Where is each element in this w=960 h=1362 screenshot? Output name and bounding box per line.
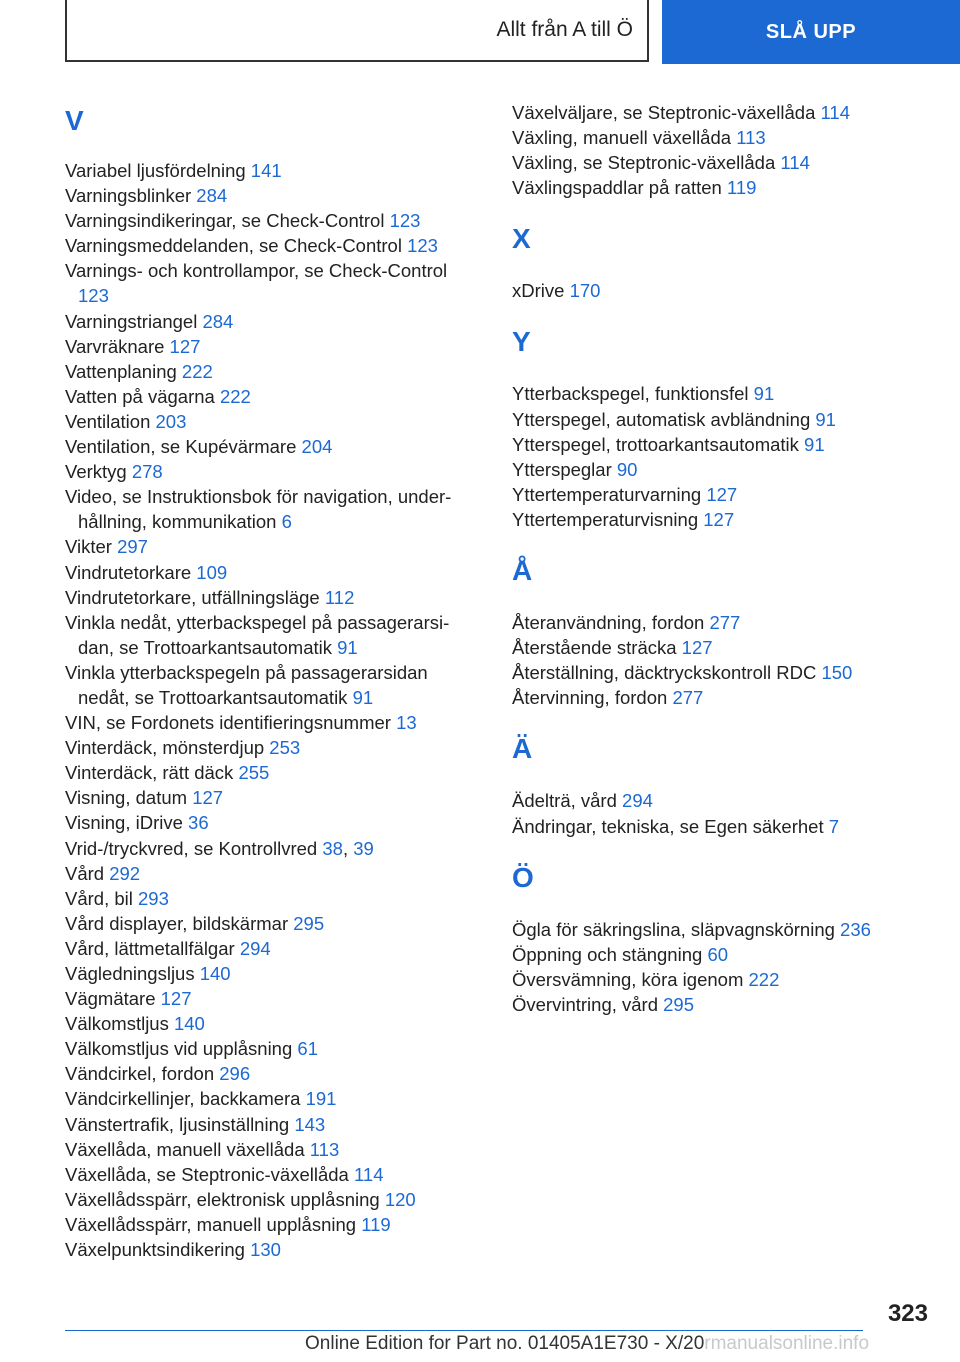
entry-text: Växlingspaddlar på ratten [512, 177, 722, 199]
page-ref-link[interactable]: 294 [239, 937, 271, 959]
entry-text: Video, se Instruktionsbok för navigation, underhållning, kommunikation [65, 486, 452, 533]
page-ref-link[interactable]: 123 [389, 210, 421, 232]
page-ref-link[interactable]: 119 [726, 177, 757, 199]
page-ref-link[interactable]: 91 [337, 636, 358, 658]
footer-divider [65, 1330, 863, 1331]
index-entry [65, 1237, 465, 1262]
entry-text: Vägledningsljus [65, 963, 195, 984]
page-ref-link[interactable]: 114 [820, 102, 850, 123]
entry-text: Vattenplaning [65, 360, 177, 382]
page-ref-link[interactable]: 278 [131, 461, 163, 483]
index-entry [512, 482, 932, 507]
page-ref-link[interactable]: 127 [192, 787, 224, 809]
page-ref-link[interactable]: 36 [188, 812, 209, 834]
entry-text: Varningsblinker [65, 185, 192, 207]
index-column-right [512, 100, 932, 1017]
page-ref-link[interactable]: 113 [736, 127, 766, 149]
section-letter: X [512, 223, 531, 255]
index-entry [65, 760, 465, 785]
entry-text: Återvinning, fordon [512, 687, 668, 709]
entry-text: Vägmätare [65, 988, 156, 1010]
index-entry [512, 100, 932, 125]
page-ref-link[interactable]: 119 [361, 1213, 391, 1235]
page-ref-link[interactable]: 39 [353, 837, 374, 859]
page-ref-link[interactable]: 91 [815, 408, 836, 430]
page-number: 323 [887, 1300, 928, 1327]
page-ref-link[interactable]: 141 [250, 160, 282, 181]
index-entry [65, 183, 465, 208]
page-ref-link[interactable]: 191 [305, 1088, 337, 1110]
entry-text: Vatten på vägarna [65, 385, 215, 407]
index-entry [65, 1212, 465, 1237]
entry-text: Växellåda, se Steptronic-växellåda [65, 1163, 349, 1185]
index-entry [65, 1011, 465, 1036]
entry-text: Vård displayer, bildskärmar [65, 912, 289, 934]
index-entry [65, 1187, 465, 1212]
entry-text: Växellåda, manuell växellåda [65, 1138, 305, 1160]
index-entry [65, 886, 465, 911]
entry-text: Variabel ljusfördelning [65, 160, 246, 181]
index-entry [65, 484, 465, 534]
page-ref-link[interactable]: 294 [622, 790, 653, 812]
index-entry [65, 309, 465, 334]
edition-text: Online Edition for Part no. 01405A1E730 - X/20 [305, 1333, 705, 1354]
entry-text: Vård, bil [65, 887, 133, 909]
index-entry [65, 810, 465, 835]
page-ref-link[interactable]: 120 [384, 1188, 416, 1210]
page-ref-link[interactable]: 150 [821, 662, 853, 684]
section-letter: Y [512, 326, 531, 358]
entry-text: Vinterdäck, mönsterdjup [65, 737, 265, 759]
page-ref-link[interactable]: 127 [706, 483, 738, 505]
entry-text: Yttertemperaturvisning [512, 508, 699, 530]
entry-text: Ventilation [65, 410, 151, 432]
index-entry [65, 785, 465, 810]
page-ref-link[interactable]: 123 [407, 235, 438, 257]
entry-text: Yttertemperaturvarning [512, 483, 702, 505]
index-entry [512, 125, 932, 150]
index-entry [512, 942, 932, 967]
index-entry [512, 814, 932, 839]
entry-text: Vänstertrafik, ljusinställning [65, 1113, 290, 1135]
entry-text: VIN, se Fordonets identifieringsnummer [65, 712, 391, 734]
page-ref-link[interactable]: 112 [324, 586, 355, 608]
index-entry [65, 936, 465, 961]
page-ref-link[interactable]: 127 [160, 988, 192, 1010]
page-ref-link[interactable]: 293 [138, 887, 169, 909]
page-ref-link[interactable]: 91 [352, 686, 374, 708]
page-ref-link[interactable]: 7 [828, 815, 840, 837]
index-entry [65, 258, 465, 308]
index-entry [65, 534, 465, 559]
section-letter: Ö [512, 861, 534, 893]
page-ref-link[interactable]: 253 [269, 737, 301, 759]
index-entry [65, 459, 465, 484]
index-entry [512, 407, 932, 432]
entry-text: Vård [65, 862, 105, 884]
entry-text: Varningsindikeringar, se Check-Control [65, 210, 385, 232]
page-ref-link[interactable]: 277 [709, 612, 741, 634]
index-entry [65, 233, 465, 258]
entry-text: Välkomstljus vid upplåsning [65, 1038, 293, 1060]
page-ref-link[interactable]: 295 [293, 912, 325, 934]
page-ref-link[interactable]: 13 [396, 712, 417, 734]
page-ref-link[interactable]: 127 [681, 637, 713, 659]
page-ref-link[interactable]: 130 [250, 1239, 281, 1261]
index-entry [512, 381, 932, 406]
page-ref-link[interactable]: 170 [569, 280, 601, 302]
page-ref-link[interactable]: 222 [748, 968, 780, 990]
page-ref-link[interactable]: 6 [281, 511, 292, 533]
entry-text: Övervintring, vård [512, 993, 658, 1015]
section-letter: V [65, 105, 84, 136]
index-entry [65, 158, 465, 183]
entry-text: Vinterdäck, rätt däck [65, 762, 234, 784]
entry-text: Varningstriangel [65, 310, 198, 332]
index-entry [65, 861, 465, 886]
index-entry [65, 560, 465, 585]
page-ref-link[interactable]: 284 [202, 310, 234, 332]
entry-text: Ytterspegel, trottoarkantsautomatik [512, 433, 799, 455]
index-entry [65, 1162, 465, 1187]
tab-index-a-to-o[interactable]: Allt från A till Ö [65, 0, 649, 62]
page-ref-link[interactable]: 296 [219, 1063, 251, 1085]
page-ref-link[interactable]: 127 [703, 508, 735, 530]
page-ref-link[interactable]: 114 [780, 152, 810, 174]
footer-edition [305, 1333, 869, 1355]
entry-text: Växelpunktsindikering [65, 1239, 245, 1261]
entry-text: Växellådsspärr, manuell upplåsning [65, 1213, 357, 1235]
index-entry [512, 278, 932, 303]
entry-text: Visning, iDrive [65, 812, 183, 834]
page-ref-link[interactable]: 222 [219, 385, 251, 407]
entry-text: Ögla för säkringslina, släpvagnskörning [512, 918, 835, 940]
index-entry [65, 1036, 465, 1061]
index-entry [512, 150, 932, 175]
entry-text: Vändcirkel, fordon [65, 1063, 215, 1085]
page-ref-link[interactable]: 277 [672, 687, 704, 709]
index-entry [65, 409, 465, 434]
index-entry [65, 961, 465, 986]
index-entry [65, 585, 465, 610]
entry-text: Ytterspegel, automatisk avbländning [512, 408, 811, 430]
page-ref-link[interactable]: 114 [353, 1163, 384, 1185]
index-entry [512, 992, 932, 1017]
entry-text: Varnings- och kontrollampor, se Check-Control [65, 260, 448, 282]
page-ref-link[interactable]: 123 [78, 285, 109, 307]
section-letter: Å [512, 555, 533, 587]
index-entry [512, 175, 932, 200]
entry-text: Växelväljare, se Steptronic-växellåda [512, 102, 816, 123]
index-entry [512, 685, 932, 710]
index-entry [65, 384, 465, 409]
page-ref-link[interactable]: 222 [181, 360, 213, 382]
page-ref-link[interactable]: 143 [294, 1113, 326, 1135]
page-ref-link[interactable]: 204 [301, 436, 333, 458]
index-entry [65, 1086, 465, 1111]
header [0, 0, 960, 66]
page-ref-link[interactable]: 60 [707, 943, 729, 965]
page-ref-link[interactable]: 38 [322, 837, 343, 859]
index-entry [65, 735, 465, 760]
index-entry [512, 788, 932, 813]
index-entry [65, 1137, 465, 1162]
entry-text: Ändringar, tekniska, se Egen säkerhet [512, 815, 824, 837]
entry-text: Vård, lättmetallfälgar [65, 937, 235, 959]
entry-text: Återanvändning, fordon [512, 612, 705, 634]
page-ref-link[interactable]: 90 [616, 458, 638, 480]
entry-text: Återstående sträcka [512, 637, 677, 659]
index-column-left [65, 100, 465, 1262]
entry-text: Visning, datum [65, 787, 188, 809]
index-entry [65, 710, 465, 735]
page-ref-link[interactable]: 61 [297, 1038, 318, 1060]
entry-text: Varningsmeddelanden, se Check-Control [65, 235, 402, 257]
entry-text: Ytterbackspegel, funktionsfel [512, 383, 749, 405]
entry-text: Växling, manuell växellåda [512, 127, 732, 149]
page-ref-link[interactable]: 284 [196, 185, 228, 207]
entry-text: Växellådsspärr, elektronisk upplåsning [65, 1188, 380, 1210]
entry-text: Ventilation, se Kupévärmare [65, 436, 297, 458]
index-entry [65, 660, 465, 710]
tab-lookup[interactable]: SLÅ UPP [662, 0, 960, 64]
page-ref-link[interactable]: 140 [199, 963, 231, 984]
index-entry [65, 1112, 465, 1137]
page-ref-link[interactable]: 297 [117, 536, 148, 558]
entry-text: Vrid-/tryckvred, se Kontrollvred [65, 837, 318, 859]
entry-text: Återställning, däcktryckskontroll RDC [512, 662, 817, 684]
page-ref-link[interactable]: 295 [663, 993, 695, 1015]
page-ref-link[interactable]: 91 [804, 433, 825, 455]
entry-text: Vändcirkellinjer, backkamera [65, 1088, 301, 1110]
index-entry: Vrid-/tryckvred, se Kontrollvred 38, 39 [65, 837, 374, 859]
entry-text: Vikter [65, 536, 112, 558]
index-entry [65, 1061, 465, 1086]
index-entry [512, 660, 932, 685]
index-entry [512, 610, 932, 635]
index-entry [512, 635, 932, 660]
page-ref-link[interactable]: 292 [109, 862, 141, 884]
entry-text: xDrive [512, 280, 565, 302]
entry-text: Ytterspeglar [512, 458, 612, 480]
entry-text: Öppning och stängning [512, 943, 703, 965]
index-entry [65, 986, 465, 1011]
watermark: rmanualsonline.info [704, 1333, 870, 1354]
index-entry [65, 434, 465, 459]
index-entry [65, 911, 465, 936]
index-entry [65, 334, 465, 359]
section-letter: Ä [512, 733, 533, 765]
page-ref-link[interactable]: 236 [840, 918, 871, 940]
entry-text: Vindrutetorkare, utfällningsläge [65, 586, 320, 608]
page-ref-link[interactable]: 113 [309, 1138, 340, 1160]
page-ref-link[interactable]: 140 [173, 1013, 205, 1035]
page-ref-link[interactable]: 255 [238, 762, 270, 784]
entry-text: Vindrutetorkare [65, 561, 192, 583]
entry-text: Översvämning, köra igenom [512, 968, 744, 990]
page-ref-link[interactable]: 203 [155, 410, 187, 432]
entry-text: Ädelträ, vård [512, 790, 617, 812]
index-entry [512, 432, 932, 457]
index-entry [65, 208, 465, 233]
entry-text: Välkomstljus [65, 1013, 169, 1035]
entry-text: Växling, se Steptronic-växellåda [512, 152, 776, 174]
index-entry [512, 507, 932, 532]
index-entry [65, 610, 465, 660]
entry-text: Varvräknare [65, 335, 165, 357]
entry-text: Vinkla nedåt, ytterbackspegel på passagerarsidan, se Trottoarkantsautomatik [65, 611, 450, 658]
page-ref-link[interactable]: 91 [753, 383, 775, 405]
entry-text: Verktyg [65, 461, 127, 483]
index-entry [512, 457, 932, 482]
index-entry [512, 967, 932, 992]
page-ref-link[interactable]: 109 [196, 561, 228, 583]
entry-text: Vinkla ytterbackspegeln på passagerarsidan nedåt, se Trottoarkantsautomatik [65, 661, 428, 708]
page-ref-link[interactable]: 127 [169, 335, 201, 357]
index-entry [65, 359, 465, 384]
index-entry [512, 917, 932, 942]
